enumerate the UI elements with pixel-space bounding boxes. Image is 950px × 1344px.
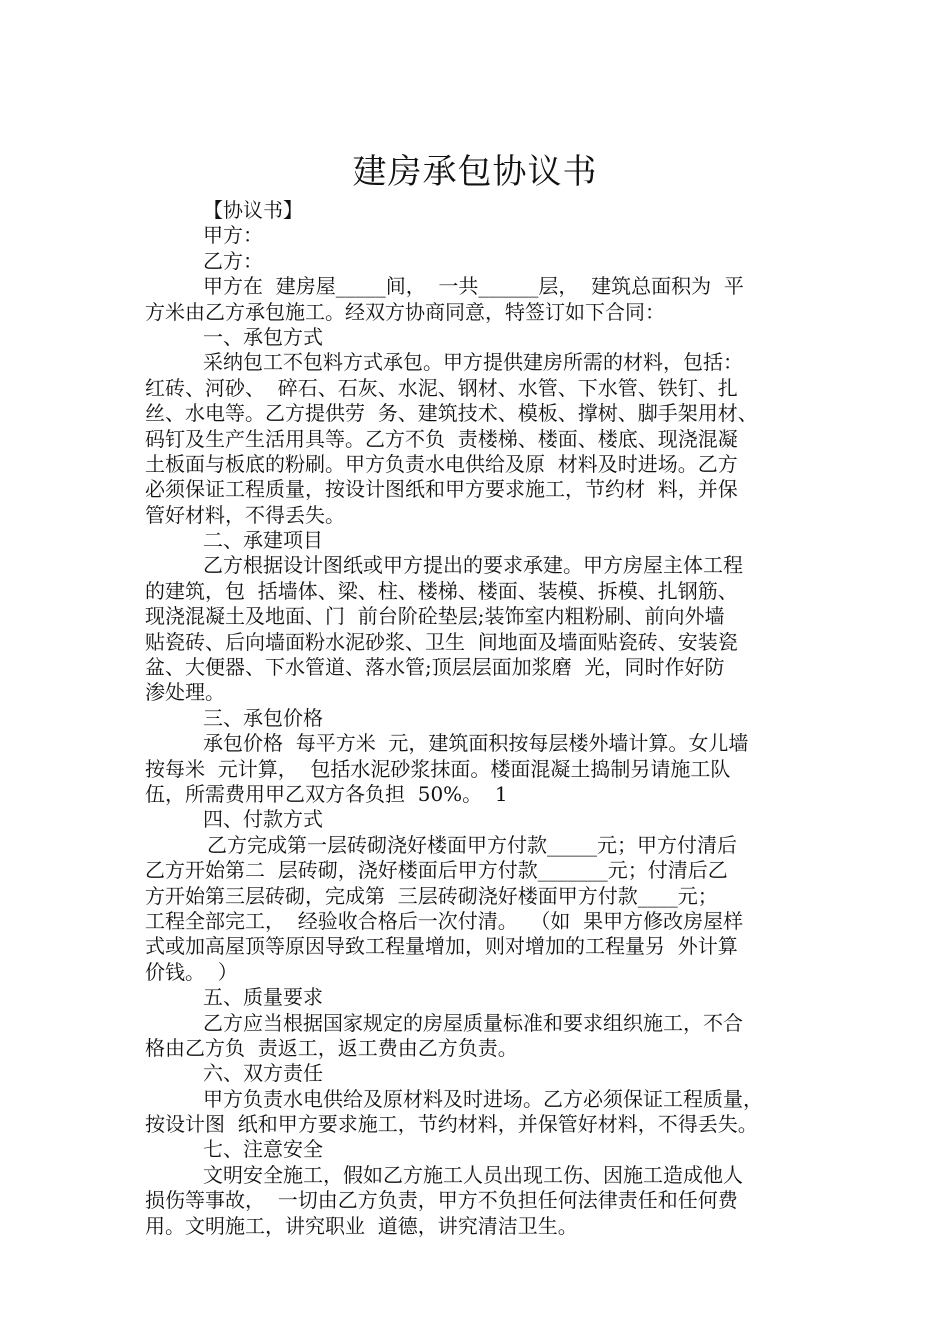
text-line: 式或加高屋顶等原因导致工程量增加，则对增加的工程量另 外计算	[145, 934, 738, 959]
text-line: 乙方应当根据国家规定的房屋质量标准和要求组织施工，不合	[203, 1010, 743, 1035]
text-line: 方米由乙方承包施工。经双方协商同意，特签订如下合同：	[145, 299, 665, 324]
text-line: 格由乙方负 责返工，返工费由乙方负责。	[145, 1035, 518, 1060]
text-line: 按设计图 纸和甲方要求施工，节约材料，并保管好材料，不得丢失。	[145, 1112, 758, 1137]
party-b-line: 乙方：	[203, 248, 263, 273]
text-line: 管好材料，不得丢失。	[145, 502, 345, 527]
text-line: 红砖、河砂、 碎石、石灰、水泥、钢材、水管、下水管、铁钉、扎	[145, 375, 738, 400]
text-line: 文明安全施工，假如乙方施工人员出现工伤、因施工造成他人	[203, 1162, 743, 1187]
text-line: 丝、水电等。乙方提供劳 务、建筑技术、模板、撑树、脚手架用材、	[145, 401, 758, 426]
text-line: 价钱。 ）	[145, 959, 238, 984]
text-line: 用。文明施工，讲究职业 道德，讲究清洁卫生。	[145, 1213, 578, 1238]
text-line: 甲方在 建房屋_____间， 一共______层， 建筑总面积为 平	[203, 274, 744, 299]
section-heading-4: 四、付款方式	[203, 807, 323, 832]
text-line: 乙方完成第一层砖砌浇好楼面甲方付款_____元；甲方付清后	[207, 832, 737, 857]
text-line: 土板面与板底的粉刷。甲方负责水电供给及原 材料及时进场。乙方	[145, 451, 738, 476]
text-line: 乙方根据设计图纸或甲方提出的要求承建。甲方房屋主体工程	[203, 553, 743, 578]
section-heading-3: 三、承包价格	[203, 705, 323, 730]
text-line: 损伤等事故， 一切由乙方负责，甲方不负担任何法律责任和任何费	[145, 1188, 738, 1213]
document-title: 建房承包协议书	[352, 151, 598, 192]
text-line: 采纳包工不包料方式承包。甲方提供建房所需的材料，包括：	[203, 350, 743, 375]
text-line: 的建筑，包 括墙体、梁、柱、楼梯、楼面、装模、拆模、扎钢筋、	[145, 578, 738, 603]
text-line: 伍，所需费用甲乙双方各负担 50%。 1	[145, 781, 508, 806]
text-line: 码钉及生产生活用具等。乙方不负 责楼梯、楼面、楼底、现浇混凝	[145, 426, 738, 451]
section-heading-2: 二、承建项目	[203, 528, 323, 553]
text-line: 甲方负责水电供给及原材料及时进场。乙方必须保证工程质量，	[203, 1086, 763, 1111]
text-line: 承包价格 每平方米 元，建筑面积按每层楼外墙计算。女儿墙	[203, 731, 749, 756]
text-line: 贴瓷砖、后向墙面粉水泥砂浆、卫生 间地面及墙面贴瓷砖、安装瓷	[145, 629, 738, 654]
text-line: 必须保证工程质量，按设计图纸和甲方要求施工，节约材 料，并保	[145, 477, 738, 502]
text-line: 渗处理。	[145, 680, 225, 705]
text-line: 盆、大便器、下水管道、落水管;顶层层面加浆磨 光，同时作好防	[145, 655, 725, 680]
text-line: 方开始第三层砖砌，完成第 三层砖砌浇好楼面甲方付款____元；	[145, 883, 718, 908]
section-label-agreement: 【协议书】	[203, 198, 303, 222]
document-body	[145, 198, 810, 1239]
section-heading-7: 七、注意安全	[203, 1137, 323, 1162]
text-line: 按每米 元计算， 包括水泥砂浆抹面。楼面混凝土捣制另请施工队	[145, 756, 731, 781]
section-heading-6: 六、双方责任	[203, 1061, 323, 1086]
text-line: 现浇混凝土及地面、门 前台阶砼垫层;装饰室内粗粉刷、前向外墙	[145, 604, 725, 629]
text-line: 乙方开始第二 层砖砌，浇好楼面后甲方付款_______元；付清后乙	[145, 858, 728, 883]
party-a-line: 甲方：	[203, 223, 263, 248]
section-heading-5: 五、质量要求	[203, 985, 323, 1010]
text-line: 工程全部完工， 经验收合格后一次付清。 （如 果甲方修改房屋样	[145, 908, 744, 933]
section-heading-1: 一、承包方式	[203, 324, 323, 349]
